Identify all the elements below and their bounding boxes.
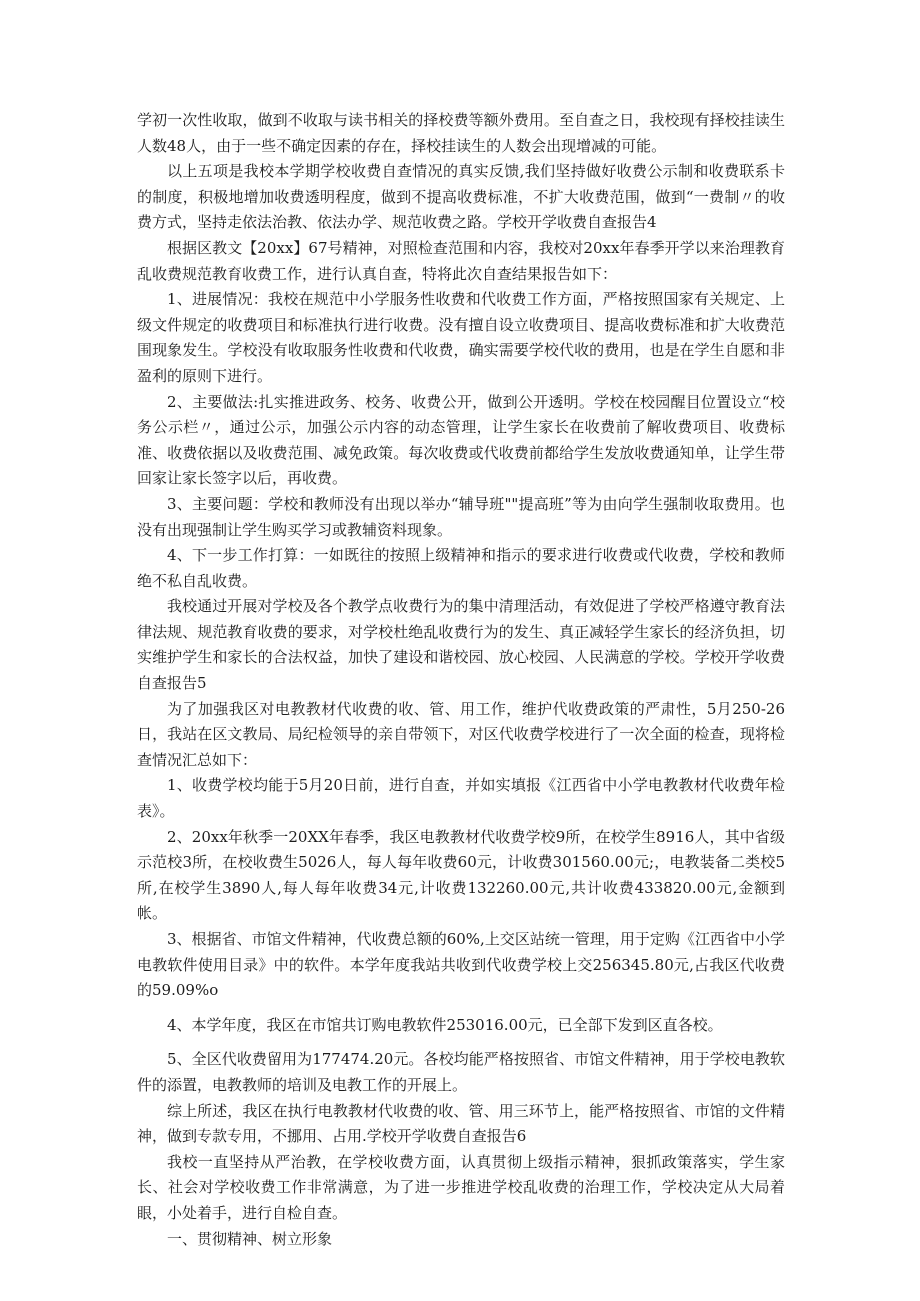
paragraph: 根据区教文【20xx】67号精神，对照检查范围和内容，我校对20xx年春季开学以来治理教育乱收费规范教育收费工作，进行认真自查，特将此次自查结果报告如下： bbox=[137, 238, 785, 283]
paragraph: 1、收费学校均能于5月20日前，进行自查，并如实填报《江西省中小学电教教材代收费年检表》。 bbox=[137, 776, 785, 821]
paragraph: 2、20xx年秋季一20XX年春季，我区电教教材代收费学校9所，在校学生8916人，其中省级示范校3所，在校收费生5026人，每人每年收费60元，计收费301560.00元;，电教装备二类校5所,在校学生3890人,每人每年收费34元,计收费132260.00元,共计收费433820.00元,金额到帐。 bbox=[137, 827, 785, 923]
paragraph: 综上所述，我区在执行电教教材代收费的收、管、用三环节上，能严格按照省、市馆的文件精神，做到专款专用，不挪用、占用.学校开学收费自查报告6 bbox=[137, 1101, 785, 1146]
paragraph: 我校通过开展对学校及各个教学点收费行为的集中清理活动，有效促进了学校严格遵守教育法律法规、规范教育收费的要求，对学校杜绝乱收费行为的发生、真正减轻学生家长的经济负担，切实维护学生和家长的合法权益，加快了建设和谐校园、放心校园、人民满意的学校。学校开学收费自查报告5 bbox=[137, 597, 785, 693]
paragraph: 以上五项是我校本学期学校收费自查情况的真实反馈,我们坚持做好收费公示制和收费联系卡的制度，积极地增加收费透明程度，做到不提高收费标准，不扩大收费范围，做到“一费制〃的收费方式，坚持走依法治教、依法办学、规范收费之路。学校开学收费自查报告4 bbox=[137, 162, 785, 232]
paragraph: 我校一直坚持从严治教，在学校收费方面，认真贯彻上级指示精神，狠抓政策落实，学生家长、社会对学校收费工作非常满意，为了进一步推进学校乱收费的治理工作，学校决定从大局着眼，小处着手，进行自检自查。 bbox=[137, 1152, 785, 1222]
paragraph: 5、全区代收费留用为177474.20元。各校均能严格按照省、市馆文件精神，用于学校电教软件的添置，电教教师的培训及电教工作的开展上。 bbox=[137, 1050, 785, 1094]
paragraph: 1、进展情况：我校在规范中小学服务性收费和代收费工作方面，严格按照国家有关规定、上级文件规定的收费项目和标准执行进行收费。没有擅自设立收费项目、提高收费标准和扩大收费范围现象发生。学校没有收取服务性收费和代收费，确实需要学校代收的费用，也是在学生自愿和非盈利的原则下进行。 bbox=[137, 290, 785, 385]
document-body bbox=[137, 108, 785, 1252]
paragraph: 4、下一步工作打算：一如既往的按照上级精神和指示的要求进行收费或代收费，学校和教师绝不私自乱收费。 bbox=[137, 546, 785, 590]
paragraph: 3、根据省、市馆文件精神，代收费总额的60%,上交区站统一管理，用于定购《江西省中小学电教软件使用目录》中的软件。本学年度我站共收到代收费学校上交256345.80元,占我区代收费的59.09%o bbox=[137, 930, 785, 1000]
paragraph: 学初一次性收取，做到不收取与读书相关的择校费等额外费用。至自查之日，我校现有择校挂读生人数48人，由于一些不确定因素的存在，择校挂读生的人数会出现增减的可能。 bbox=[137, 111, 785, 155]
paragraph: 为了加强我区对电教教材代收费的收、管、用工作，维护代收费政策的严肃性，5月250-26日，我站在区文教局、局纪检领导的亲自带领下，对区代收费学校进行了一次全面的检查，现将检查情况汇总如下： bbox=[137, 699, 785, 769]
paragraph: 4、本学年度，我区在市馆共订购电教软件253016.00元，已全部下发到区直各校。 bbox=[167, 1015, 723, 1034]
paragraph: 3、主要问题：学校和教师没有出现以举办“辅导班""提高班”等为由向学生强制收取费用。也没有出现强制让学生购买学习或教辅资料现象。 bbox=[137, 494, 785, 539]
paragraph: 2、主要做法:扎实推进政务、校务、收费公开，做到公开透明。学校在校园醒目位置设立“校务公示栏〃，通过公示，加强公示内容的动态管理，让学生家长在收费前了解收费项目、收费标准、收费依据以及收费范围、减免政策。每次收费或代收费前都给学生发放收费通知单，让学生带回家让家长签字以后，再收费。 bbox=[137, 392, 785, 488]
section-heading: 一、贯彻精神、树立形象 bbox=[167, 1229, 333, 1248]
